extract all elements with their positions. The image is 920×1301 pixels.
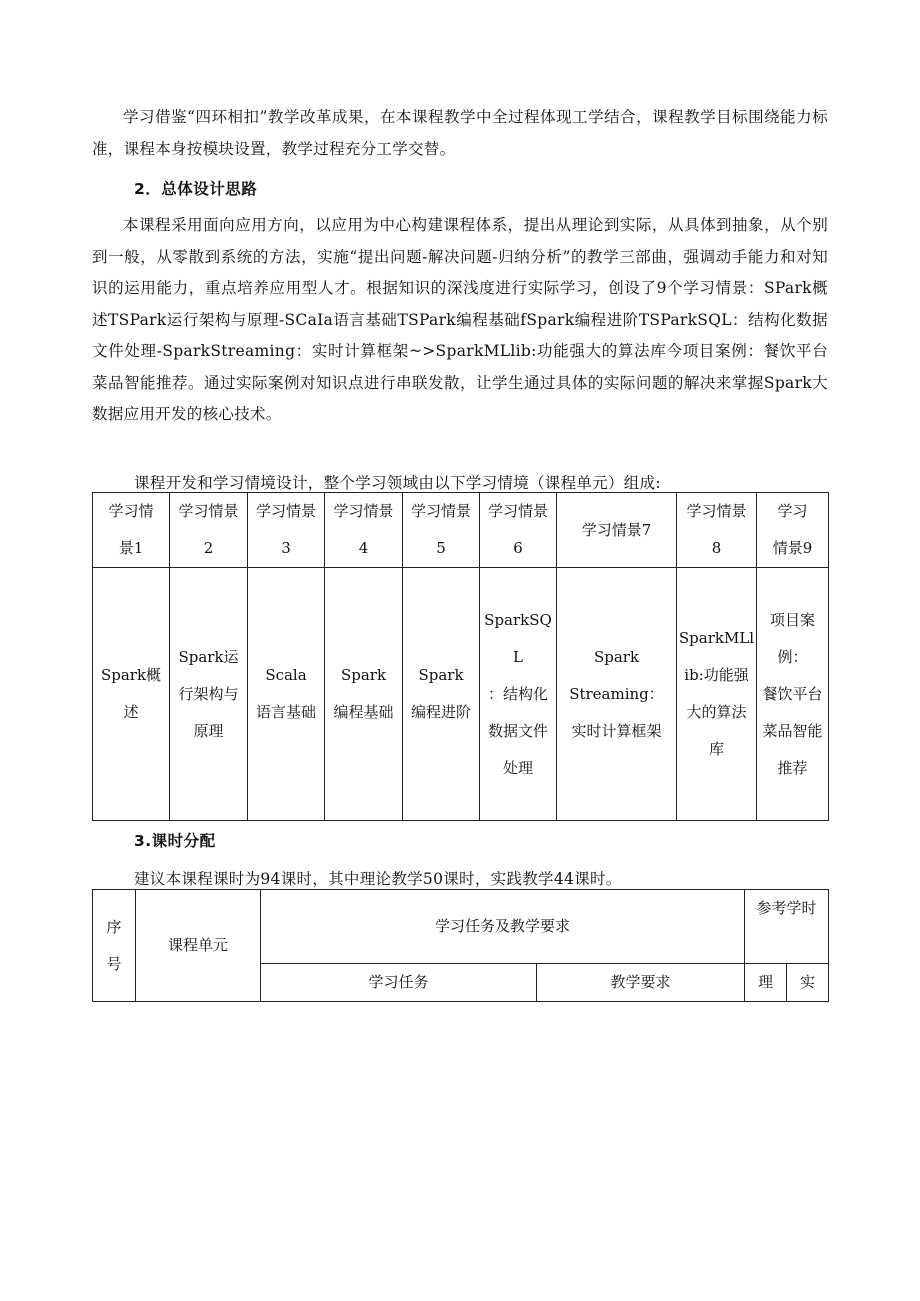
- unit-header-cell: 学习情景 8: [677, 493, 757, 568]
- unit-header-cell: 学习情景7: [557, 493, 677, 568]
- unit-header: 课程单元: [136, 890, 261, 1002]
- task-subheader: 学习任务: [261, 964, 537, 1002]
- reference-hours-header: 参考学时: [745, 890, 829, 964]
- design-paragraph: 本课程采用面向应用方向，以应用为中心构建课程体系，提出从理论到实际，从具体到抽象，从个别到一般，从零散到系统的方法，实施“提出问题-解决问题-归纳分析”的教学三部曲，强调动手能力和对知识的运用能力，重点培养应用型人才。根据知识的深浅度进行实际学习，创设了9个学习情景：SPark概述TSPark运行架构与原理-SCaIa语言基础TSPark编程基础fSpark编程进阶TSParkSQL：结构化数据文件处理-SparkStreaming：实时计算框架~>SparkMLlib:功能强大的算法库今项目案例：餐饮平台菜品智能推荐。通过实际案例对知识点进行串联发散，让学生通过具体的实际问题的解决来掌握Spark大数据应用开发的核心技术。: [92, 216, 828, 423]
- hours-paragraph: 建议本课程课时为94课时，其中理论教学50课时，实践教学44课时。: [134, 870, 622, 888]
- unit-header-cell: 学习情景 3: [248, 493, 325, 568]
- unit-content-cell: Spark 编程进阶: [403, 568, 480, 821]
- unit-content-cell: Spark概 述: [93, 568, 170, 821]
- section-2-heading: 2．总体设计思路: [134, 180, 258, 198]
- hours-header-row: [93, 890, 829, 964]
- units-header-row: [93, 493, 829, 568]
- intro-paragraph: 学习借鉴“四环相扣”教学改革成果，在本课程教学中全过程体现工学结合，课程教学目标围绕能力标准，课程本身按模块设置，教学过程充分工学交替。: [92, 108, 828, 158]
- unit-header-cell: 学习情景 2: [170, 493, 248, 568]
- units-content-row: [93, 568, 829, 821]
- unit-content-cell: Spark Streaming： 实时计算框架: [557, 568, 677, 821]
- unit-header-cell: 学习情景 5: [403, 493, 480, 568]
- unit-content-cell: 项目案 例： 餐饮平台 菜品智能 推荐: [757, 568, 829, 821]
- hours-allocation-table: [92, 889, 829, 1002]
- requirement-subheader: 教学要求: [537, 964, 745, 1002]
- learning-units-table: [92, 492, 829, 821]
- unit-header-cell: 学习情 景1: [93, 493, 170, 568]
- table-intro: 课程开发和学习情境设计，整个学习领域由以下学习情境（课程单元）组成:: [134, 474, 661, 492]
- practice-subheader: 实: [787, 964, 829, 1002]
- section-3-heading: 3.课时分配: [134, 832, 216, 850]
- unit-content-cell: Spark 编程基础: [325, 568, 403, 821]
- unit-header-cell: 学习情景 6: [480, 493, 557, 568]
- theory-subheader: 理: [745, 964, 787, 1002]
- unit-header-cell: 学习情景 4: [325, 493, 403, 568]
- index-header: 序 号: [93, 890, 136, 1002]
- unit-content-cell: Spark运 行架构与 原理: [170, 568, 248, 821]
- unit-content-cell: SparkMLl ib:功能强 大的算法 库: [677, 568, 757, 821]
- tasks-group-header: 学习任务及教学要求: [261, 890, 745, 964]
- unit-header-cell: 学习 情景9: [757, 493, 829, 568]
- unit-content-cell: Scala 语言基础: [248, 568, 325, 821]
- unit-content-cell: SparkSQL ：结构化 数据文件 处理: [480, 568, 557, 821]
